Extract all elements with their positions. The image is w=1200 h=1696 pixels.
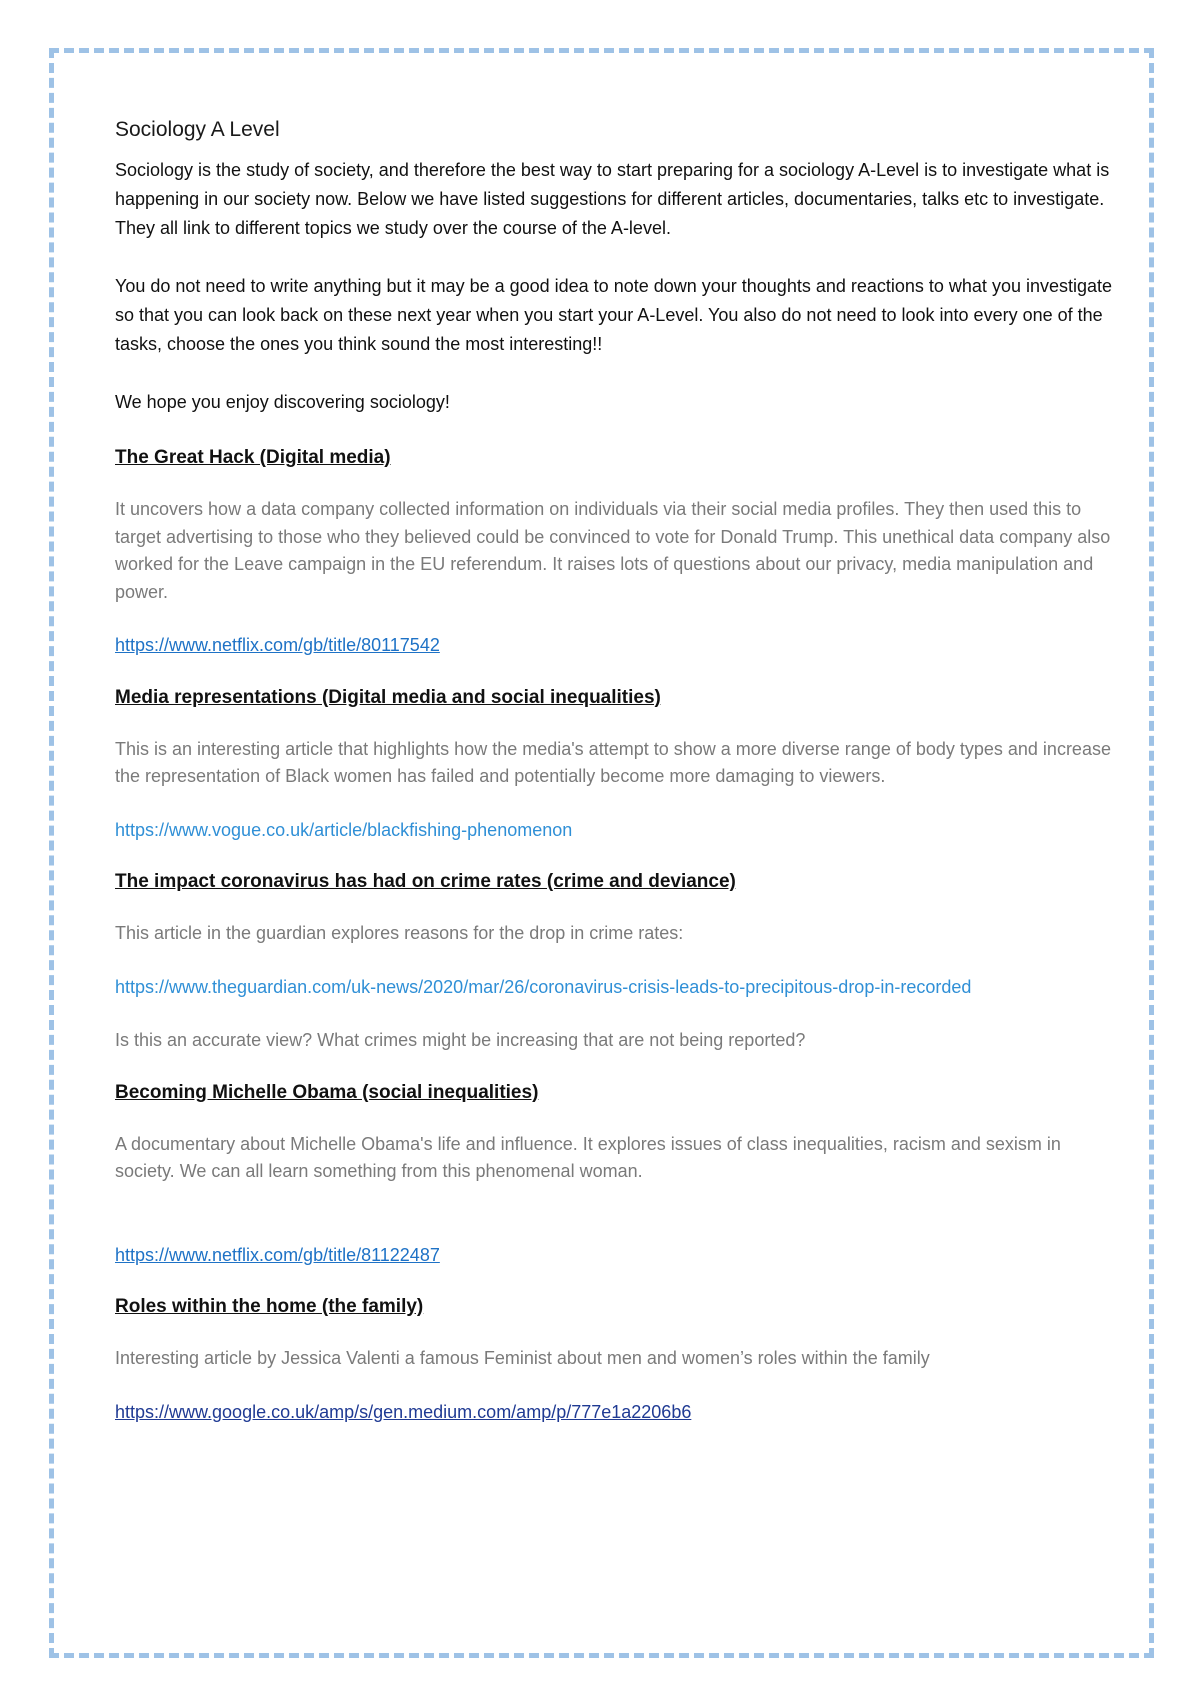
section-link[interactable]: https://www.vogue.co.uk/article/blackfishing-phenomenon (115, 819, 573, 840)
intro-paragraph: We hope you enjoy discovering sociology! (115, 392, 450, 412)
document-body (115, 110, 1115, 1452)
intro-paragraph: Sociology is the study of society, and therefore the best way to start preparing for a sociology A-Level is to investigate what is happening in our society now. Below we have listed suggestions for different articles, documentaries, talks etc to investigate. They all link to different topics we study over the course of the A-level. (115, 160, 1110, 238)
section-heading: Roles within the home (the family) (115, 1296, 424, 1317)
section-link[interactable]: https://www.netflix.com/gb/title/80117542 (115, 635, 440, 655)
section-heading: Becoming Michelle Obama (social inequalities) (115, 1081, 539, 1103)
section-becoming-michelle-obama (115, 1081, 1115, 1270)
section-description: This is an interesting article that highlights how the media's attempt to show a more diverse range of body types and increase the representation of Black women has failed and potentially become more damaging to viewers. (115, 738, 1111, 786)
section-heading: The Great Hack (Digital media) (115, 447, 391, 468)
spacer (115, 1212, 1115, 1242)
section-roles-within-home (115, 1295, 1115, 1426)
section-description: Interesting article by Jessica Valenti a famous Feminist about men and women’s roles within the family (115, 1348, 930, 1368)
section-media-representations (115, 686, 1115, 845)
section-description: It uncovers how a data company collected information on individuals via their social media profiles. They then used this to target advertising to those who they believed could be convinced to vote for Donald Trump. This unethical data company also worked for the Leave campaign in the EU referendum. It raises lots of questions about our privacy, media manipulation and power. (115, 499, 1111, 602)
section-coronavirus-crime (115, 870, 1115, 1055)
section-link[interactable]: https://www.theguardian.com/uk-news/2020/mar/26/coronavirus-crisis-leads-to-precipitous-drop-in-recorded (115, 976, 972, 997)
section-description: A documentary about Michelle Obama's life and influence. It explores issues of class inequalities, racism and sexism in society. We can all learn something from this phenomenal woman. (115, 1133, 1061, 1181)
section-followup-question: Is this an accurate view? What crimes might be increasing that are not being reported? (115, 1030, 806, 1050)
intro-paragraph: You do not need to write anything but it may be a good idea to note down your thoughts and reactions to what you investigate so that you can look back on these next year when you start your A-Level. You also do not need to look into every one of the tasks, choose the ones you think sound the most interesting!! (115, 276, 1113, 354)
section-description: This article in the guardian explores reasons for the drop in crime rates: (115, 923, 684, 943)
section-great-hack (115, 446, 1115, 660)
section-heading: Media representations (Digital media and social inequalities) (115, 686, 661, 708)
section-heading: The impact coronavirus has had on crime rates (crime and deviance) (115, 871, 736, 892)
document-title: Sociology A Level (115, 118, 280, 141)
intro (115, 156, 1115, 417)
section-link[interactable]: https://www.netflix.com/gb/title/81122487 (115, 1244, 440, 1265)
section-link[interactable]: https://www.google.co.uk/amp/s/gen.medium.com/amp/p/777e1a2206b6 (115, 1401, 692, 1422)
